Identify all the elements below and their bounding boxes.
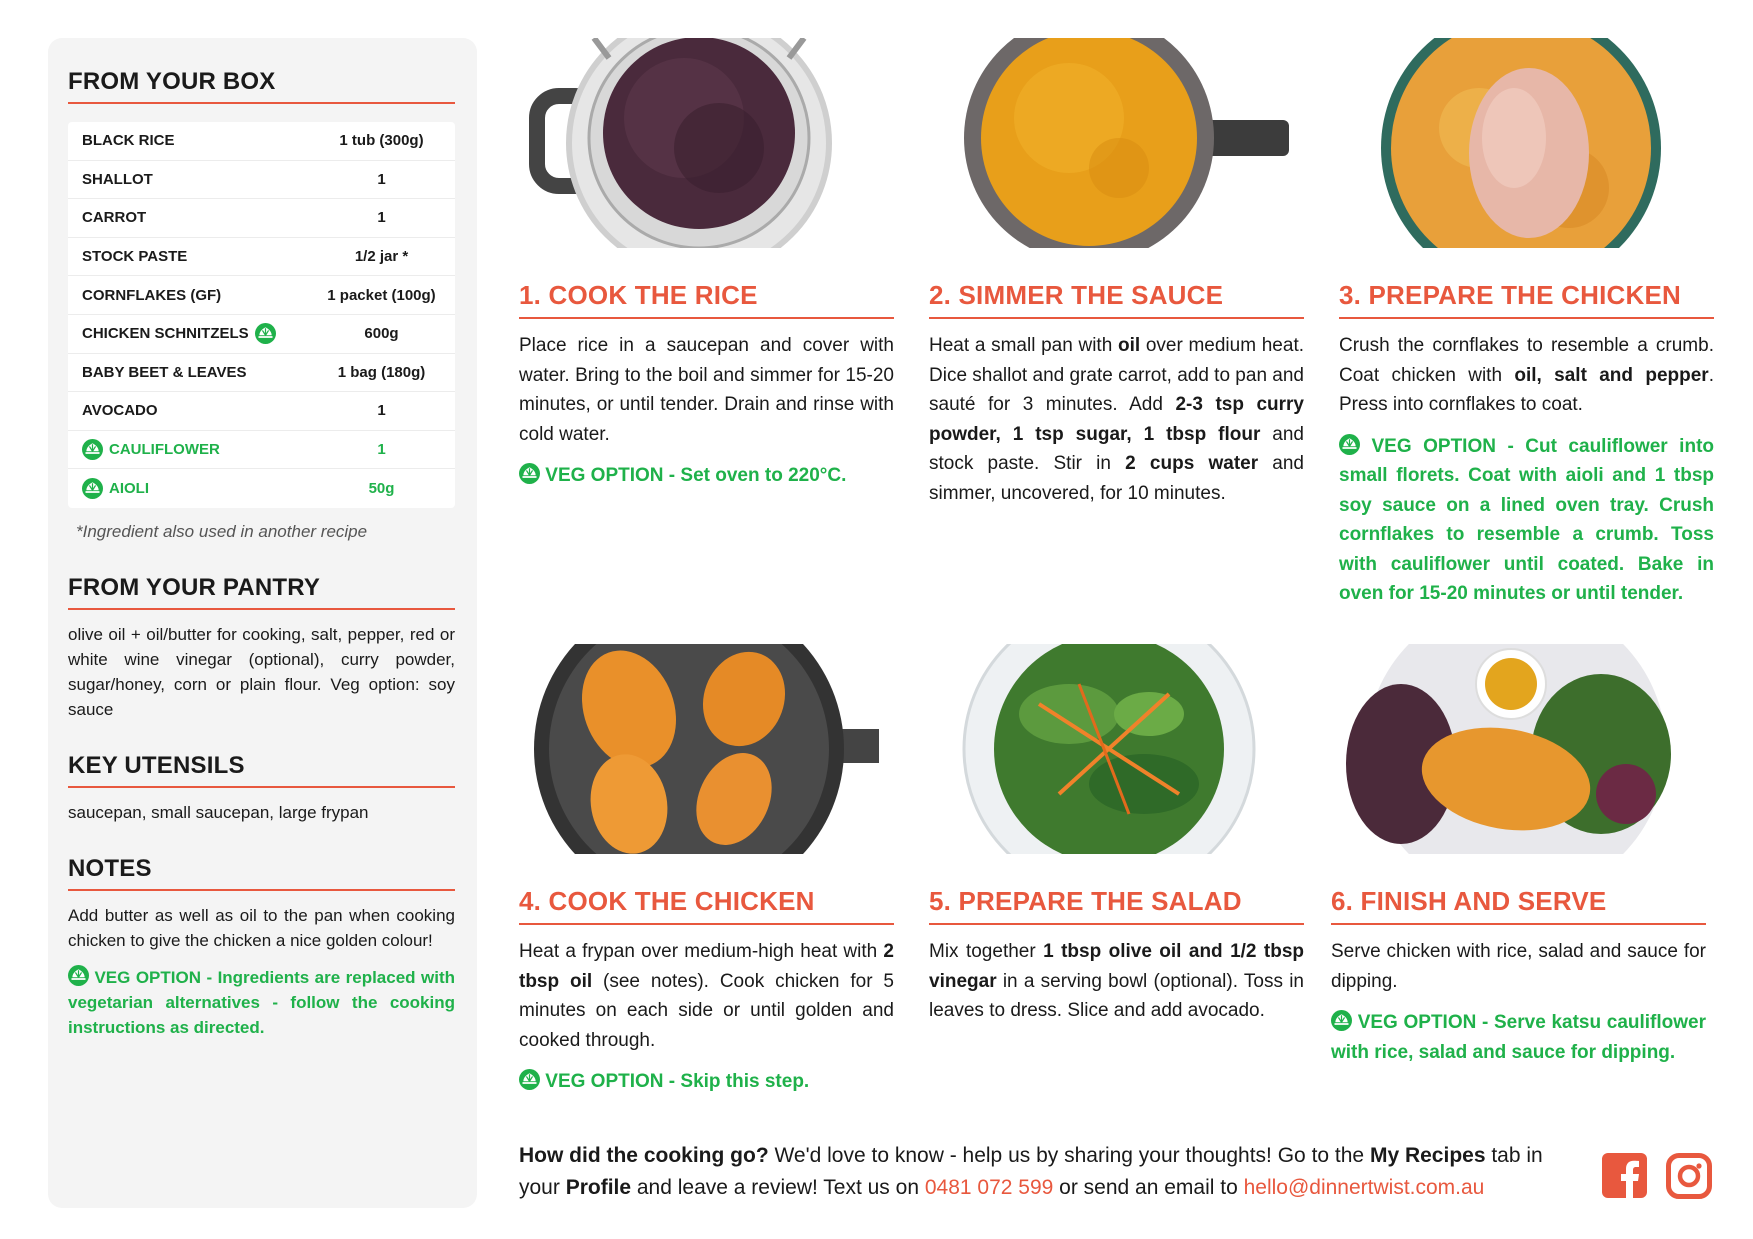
ingredient-row [68,276,455,315]
feedback-question: How did the cooking go? [519,1144,769,1167]
notes-heading: NOTES [68,855,455,891]
step-text-segment: . Press into cornflakes to coat. [1339,364,1714,415]
step-text-segment: Mix together [929,941,1044,962]
step-5-photo [929,644,1289,854]
ingredient-row [68,315,455,354]
notes-veg-option [68,965,455,1040]
ingredient-label: CHICKEN SCHNITZELS [82,325,249,343]
notes-veg-text: VEG OPTION - Ingredients are replaced with vegetarian alternatives - follow the cooking instructions as directed. [68,967,455,1037]
ingredient-row [68,431,455,470]
sidebar [48,38,477,1208]
utensils-text: saucepan, small saucepan, large frypan [68,802,369,822]
ingredient-name [82,132,322,149]
ingredient-label: BLACK RICE [82,132,175,150]
step-text-segment: and simmer, uncovered, for 10 minutes. [929,453,1305,504]
ingredient-qty: 1 packet (100g) [327,286,436,304]
email-link[interactable]: hello@dinnertwist.com.au [1243,1176,1485,1199]
step-text-segment: Place rice in a saucepan and cover with water. Bring to the boil and simmer for 15-20 minutes, or until tender. Drain and rinse with cold water. [519,335,894,445]
step-text-segment: Serve chicken with rice, salad and sauce for dipping. [1331,941,1706,992]
pantry-text: olive oil + oil/butter for cooking, salt, pepper, red or white wine vinegar (optional), curry powder, sugar/honey, corn or plain flour. Veg option: soy sauce [68,624,455,719]
veg-leaf-icon [1331,1012,1352,1033]
bold-text: 2 tbsp oil [519,941,894,992]
notes-text: Add butter as well as oil to the pan when cooking chicken to give the chicken a nice golden colour! [68,905,455,950]
feedback-text-2: tab in your [519,1144,1543,1199]
bold-text: 2 cups water [1125,453,1259,474]
ingredient-qty: 1 [377,170,386,188]
bold-text: oil [1117,335,1141,356]
veg-leaf-icon [519,1071,540,1092]
pantry-heading: FROM YOUR PANTRY [68,574,455,610]
ingredient-name [82,364,322,381]
step-1-veg-text: VEG OPTION - Set oven to 220°C. [545,465,847,486]
ingredient-row [68,392,455,431]
utensils-heading: KEY UTENSILS [68,752,455,788]
step-3-text [1339,331,1714,420]
ingredient-label: CORNFLAKES (GF) [82,286,222,304]
veg-leaf-icon [82,439,103,461]
ingredient-qty: 600g [364,325,399,343]
step-5-title: 5. PREPARE THE SALAD [929,886,1304,925]
step-4-text [519,937,894,1055]
feedback-text-4: or send an email to [1053,1176,1244,1199]
step-2-text [929,331,1304,508]
step-text-segment: in a serving bowl (optional). Toss in leaves to dress. Slice and add avocado. [929,970,1304,1021]
ingredient-name [82,248,322,265]
veg-leaf-icon [68,968,89,987]
my-recipes-label: My Recipes [1369,1144,1486,1167]
bold-text: oil, salt and pepper [1514,364,1709,386]
step-3 [1339,38,1714,609]
step-6 [1331,644,1706,1067]
ingredient-row [68,469,455,508]
ingredient-label: BABY BEET & LEAVES [82,363,247,381]
footnote: *Ingredient also used in another recipe [76,521,368,541]
step-4-photo [519,644,879,854]
ingredient-name [82,171,322,188]
ingredient-label: CARROT [82,209,147,227]
box-heading: FROM YOUR BOX [68,68,455,104]
ingredient-qty: 1 [377,402,386,420]
feedback-text-1: We'd love to know - help us by sharing your thoughts! Go to the [768,1144,1370,1167]
step-5-text [929,937,1304,1026]
step-text-segment: and stock paste. Stir in [929,423,1304,474]
bold-text: 1 tbsp olive oil and 1/2 tbsp vinegar [929,941,1304,992]
step-3-veg-text: VEG OPTION - Cut cauliflower into small florets. Coat with aioli and 1 tbsp soy sauce on a lined oven tray. Crush cornflakes to resemble a crumb. Toss with cauliflower until coated. Bake in oven for 15-20 minutes or until tender. [1339,435,1714,604]
step-text-segment: (see notes). Cook chicken for 5 minutes on each side or until golden and cooked through. [519,970,894,1051]
step-6-title: 6. FINISH AND SERVE [1331,886,1706,925]
step-text-segment: over medium heat. Dice shallot and grate carrot, add to pan and sauté for 3 minutes. Add [929,335,1304,415]
ingredient-qty: 1 [377,209,386,227]
step-4-veg-option [519,1067,894,1097]
ingredient-row [68,122,455,161]
step-6-veg-text: VEG OPTION - Serve katsu cauliflower with rice, salad and sauce for dipping. [1331,1012,1706,1063]
profile-label: Profile [565,1176,632,1199]
feedback-footer [519,1140,1579,1204]
ingredient-qty: 1/2 jar * [354,248,409,266]
ingredient-qty: 1 [377,441,386,459]
step-4-veg-text: VEG OPTION - Skip this step. [545,1071,810,1092]
step-text-segment: Crush the cornflakes to resemble a crumb. Coat chicken with [1339,335,1714,386]
veg-leaf-icon [1339,436,1360,457]
instagram-icon[interactable] [1666,1153,1712,1199]
step-text-segment: Heat a small pan with [929,335,1118,356]
ingredients-table [68,122,455,508]
ingredient-name [82,439,322,461]
veg-leaf-icon [82,478,103,500]
ingredient-label: CAULIFLOWER [109,441,220,459]
ingredient-row [68,238,455,277]
ingredient-row [68,199,455,238]
step-1-text [519,331,894,449]
ingredient-label: AVOCADO [82,402,158,420]
step-1 [519,38,894,491]
veg-leaf-icon [255,323,276,345]
ingredient-label: AIOLI [109,480,149,498]
ingredient-name [82,402,322,419]
step-1-title: 1. COOK THE RICE [519,280,894,319]
ingredient-qty: 1 tub (300g) [339,132,424,150]
ingredient-qty: 50g [368,480,395,498]
step-2 [929,38,1304,508]
ingredient-row [68,161,455,200]
ingredient-name [82,478,322,500]
step-4 [519,644,894,1097]
step-6-veg-option [1331,1008,1706,1067]
veg-leaf-icon [519,465,540,486]
ingredient-label: STOCK PASTE [82,248,188,266]
feedback-text-3: and leave a review! Text us on [631,1176,925,1199]
step-3-title: 3. PREPARE THE CHICKEN [1339,280,1714,319]
ingredient-name [82,323,322,345]
ingredient-name [82,209,322,226]
step-5 [929,644,1304,1026]
step-text-segment: Heat a frypan over medium-high heat with [519,941,884,962]
step-2-title: 2. SIMMER THE SAUCE [929,280,1304,319]
ingredient-row [68,354,455,393]
step-4-title: 4. COOK THE CHICKEN [519,886,894,925]
ingredient-name [82,287,322,304]
bold-text: 2-3 tsp curry powder, 1 tsp sugar, 1 tbsp flour [929,394,1305,445]
step-1-photo [519,38,879,248]
ingredient-qty: 1 bag (180g) [337,363,426,381]
ingredient-label: SHALLOT [82,170,153,188]
step-6-text [1331,937,1706,996]
phone-link[interactable]: 0481 072 599 [924,1176,1054,1199]
step-3-veg-option [1339,432,1714,609]
step-6-photo [1331,644,1691,854]
facebook-icon[interactable] [1602,1153,1647,1198]
step-1-veg-option [519,461,894,491]
step-3-photo [1339,38,1699,248]
step-2-photo [929,38,1289,248]
